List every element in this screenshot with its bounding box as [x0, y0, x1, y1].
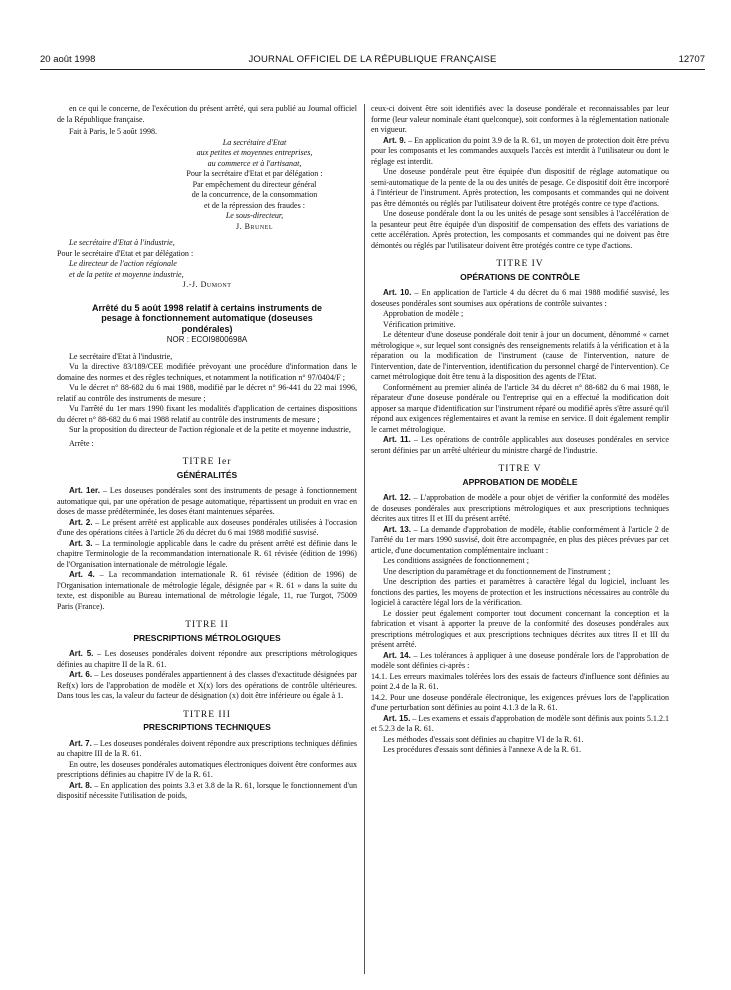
- article-3: [57, 539, 357, 571]
- visa: Sur la proposition du directeur de l'action régionale et de la petite et moyenne industrie,: [69, 425, 351, 434]
- titre-5-name: APPROBATION DE MODÈLE: [462, 476, 578, 487]
- article-label: Art. 8.: [69, 780, 93, 790]
- titre-4: TITRE IV: [496, 259, 544, 269]
- article-12: [371, 493, 669, 525]
- titre-3-name: PRESCRIPTIONS TECHNIQUES: [143, 722, 271, 732]
- article-text: – Les doseuses pondérales appartiennent à des classes d'exactitude désignées par Ref(x) lors de l'approbation de modèle et X(x) lors des opérations de contrôle ultérieures. Dans tous les cas, la valeur du facteur de désignation (x) doit être inférieure ou égale à 1.: [57, 670, 357, 700]
- article-label: Art. 9.: [383, 135, 406, 145]
- sig2-director: et de la petite et moyenne industrie,: [69, 269, 184, 279]
- header-rule: [40, 69, 705, 70]
- article-13-item: Une description du paramétrage et du fonctionnement de l'instrument ;: [383, 566, 611, 576]
- article-13-item: Une description des parties et paramètres à caractère légal du logiciel, incluant les fonctions des parties, les moyens de protection et les instructions nécessaires au contrôle du logiciel à caractère légal lors de la vérification.: [371, 577, 669, 607]
- article-text: – En application de l'article 4 du décret du 6 mai 1988 modifié susvisé, les doseuses pondérales sont soumises aux opérations de contrôle suivantes :: [371, 288, 669, 308]
- header-date: 20 août 1998: [40, 54, 96, 65]
- article-text: – Les opérations de contrôle applicables aux doseuses pondérales en service seront définies par un arrêté ultérieur du ministre chargé de l'industrie.: [371, 435, 669, 455]
- sig1b-line: Pour la secrétaire d'Etat et par délégation :: [186, 169, 323, 178]
- visa: Vu le décret n° 88-682 du 6 mai 1988, modifié par le décret n° 96-441 du 22 mai 1996, relatif au contrôle des instruments de mesure ;: [57, 383, 357, 403]
- article-10-item: Approbation de modèle ;: [383, 309, 464, 318]
- nor-reference: NOR : ECOI9800698A: [166, 335, 248, 344]
- article-15-paragraph: Les procédures d'essais sont définies à l'annexe A de la R. 61.: [383, 745, 581, 754]
- titre-3: TITRE III: [183, 709, 231, 720]
- article-9-paragraph: Une doseuse pondérale dont la ou les unités de pesage sont sensibles à l'accélération de la pesanteur peut être équipée d'un dispositif de compensation des effets des variations de cette accélération. Après protection, les composants et commandes qui ne doivent pas être démontés ou réglés par l'utilisateur doivent être protégés contre ce type d'actions.: [371, 209, 669, 250]
- arrete-title: Arrêté du 5 août 1998 relatif à certains instruments de pesage à fonctionnement automatique (doseuses pondérales): [91, 302, 323, 334]
- article-label: Art. 10.: [383, 288, 412, 297]
- sig1-line: aux petites et moyennes entreprises,: [196, 148, 313, 157]
- page-header: [40, 54, 705, 68]
- article-label: Art. 13.: [383, 524, 411, 534]
- article-11: [371, 435, 669, 456]
- article-text: – Les doseuses pondérales doivent répondre aux prescriptions métrologiques définies au chapitre II de la R. 61.: [57, 649, 358, 669]
- article-label: Art. 1er.: [69, 486, 100, 495]
- article-label: Art. 4.: [69, 570, 95, 579]
- article-6: [57, 670, 357, 702]
- titre-5: TITRE V: [498, 464, 542, 474]
- article-14-point: 14.2. Pour une doseuse pondérale électronique, les exigences prévues lors de l'application d'une perturbation sont définies au point 4.1.3 de la R. 61.: [371, 692, 669, 712]
- sig2-director: Le directeur de l'action régionale: [69, 259, 177, 268]
- article-4: [57, 570, 357, 612]
- sig2-delegation: Pour le secrétaire d'Etat et par délégation :: [57, 248, 194, 258]
- article-text: – Les examens et essais d'approbation de modèle sont définis aux points 5.1.2.1 et 5.2.3 de la R. 61.: [371, 713, 670, 733]
- article-text: – La recommandation internationale R. 61 révisée (édition de 1996) de l'Organisation internationale de métrologie légale, désignée par « R. 61 » dans la suite du texte, est disponible au Bureau international de métrologie légale, 11, rue Turgot, 75009 Paris (France).: [57, 570, 357, 611]
- article-7-paragraph: En outre, les doseuses pondérales automatiques électroniques doivent être conformes aux prescriptions définies au chapitre IV de la R. 61.: [57, 759, 357, 779]
- article-9: [371, 136, 669, 168]
- titre-1-name: GÉNÉRALITÉS: [176, 469, 238, 480]
- article-1: [57, 486, 357, 518]
- article-7: [57, 739, 357, 760]
- sig2-role: Le secrétaire d'Etat à l'industrie,: [69, 238, 175, 247]
- article-10: [371, 288, 669, 309]
- visa: Le secrétaire d'Etat à l'industrie,: [69, 351, 173, 361]
- visa: Vu l'arrêté du 1er mars 1990 fixant les modalités d'application de certaines dispositions du décret n° 88-682 du 6 mai 1988 relatif au contrôle des instruments de mesure ;: [57, 404, 357, 424]
- titre-1: TITRE Ier: [182, 457, 232, 467]
- article-2: [57, 518, 357, 539]
- article-label: Art. 14.: [383, 650, 411, 660]
- titre-4-name: OPÉRATIONS DE CONTRÔLE: [460, 271, 580, 282]
- article-9-paragraph: Une doseuse pondérale peut être équipée d'un dispositif de réglage automatique ou semi-automatique de la pente de la ou des unités de pesage. Ce dispositif doit être incorporé à l'intérieur de l'instrument. Après protection, les composants et commandes qui ne doivent pas être démontés ou réglés par l'utilisateur doivent être protégés contre ce type d'actions.: [371, 167, 669, 208]
- article-15: [371, 714, 669, 735]
- sig1b-line: et de la répression des fraudes :: [204, 200, 305, 210]
- article-text: – En application du point 3.9 de la R. 61, un moyen de protection doit être prévu pour les composants et les commandes auxquels l'accès est interdit à l'utilisateur ou dont le réglage est interdit.: [371, 135, 669, 166]
- article-10-paragraph: Le détenteur d'une doseuse pondérale doit tenir à jour un document, dénommé « carnet métrologique », sur lequel sont consignés des renseignements relatifs à la vérification et à la réparation ou la modification de l'instrument (cause de l'intervention, nature de l'intervention, date de l'intervention, identification du personnel chargé de l'intervention). Ce carnet métrologique doit être tenu à la disposition des agents de l'Etat.: [371, 330, 669, 381]
- article-text: – La terminologie applicable dans le cadre du présent arrêté est définie dans le chapitre Terminologie de la recommandation internationale R. 61 révisée (édition de 1996) de l'Organisation internationale de métrologie légale.: [57, 538, 358, 569]
- sig1b-line: Par empêchement du directeur général: [192, 179, 317, 189]
- column-divider: [364, 104, 365, 974]
- article-text: – Le présent arrêté est applicable aux doseuses pondérales utilisées à l'occasion d'une des opérations citées à l'article 26 du décret du 6 mai 1988 modifié susvisé.: [57, 517, 357, 537]
- article-text: – Les doseuses pondérales doivent répondre aux prescriptions techniques définies au chapitre III de la R. 61.: [57, 738, 357, 758]
- signature-block-1: [57, 138, 357, 233]
- right-column: [371, 104, 669, 756]
- fait-a-paris: Fait à Paris, le 5 août 1998.: [69, 127, 158, 136]
- article-10-item: Vérification primitive.: [383, 319, 456, 329]
- article-text: – En application des points 3.3 et 3.8 de la R. 61, lorsque le fonctionnement d'un dispositif nécessite l'utilisation de poids,: [57, 780, 357, 800]
- article-text: – Les doseuses pondérales sont des instruments de pesage à fonctionnement automatique qui, par une opération de pesage automatique, répartissent un produit en vrac en doses de masse prédéterminée, les doses étant maintenues séparées.: [57, 486, 357, 516]
- sig1b-line: de la concurrence, de la consommation: [191, 190, 318, 199]
- sig1-line: La secrétaire d'Etat: [222, 137, 287, 147]
- sig1-line: au commerce et à l'artisanat,: [207, 158, 302, 168]
- article-14: [371, 651, 669, 672]
- article-label: Art. 12.: [383, 493, 411, 502]
- sig1-name: J. Brunel: [235, 221, 274, 231]
- article-label: Art. 2.: [69, 517, 93, 527]
- article-10-paragraph: Conformément au premier alinéa de l'article 34 du décret n° 88-682 du 6 mai 1988, le réparateur d'une doseuse pondérale ou l'entreprise qui en a effectué la modification doit apposer sa marque d'identification sur l'instrument réparé ou modifié après s'être assuré qu'il répond aux exigences réglementaires et avant la remise en service. Il doit également remplir le carnet métrologique.: [371, 382, 669, 434]
- article-5: [57, 649, 357, 670]
- titre-2: TITRE II: [185, 620, 229, 630]
- article-13-paragraph: Le dossier peut également comporter tout document concernant la conception et la fabrication et visant à apporter la preuve de la conformité des doseuses pondérales aux prescriptions métrologiques et aux prescriptions techniques décrites aux titres II et III du présent arrêté.: [371, 608, 669, 649]
- intro-paragraph: en ce qui le concerne, de l'exécution du présent arrêté, qui sera publié au Journal officiel de la République française.: [57, 104, 357, 124]
- article-label: Art. 6.: [69, 670, 93, 679]
- titre-2-name: PRESCRIPTIONS MÉTROLOGIQUES: [133, 632, 281, 643]
- sig2-name: J.-J. Dumont: [182, 280, 232, 289]
- article-8: [57, 781, 357, 802]
- article-13: [371, 525, 669, 557]
- left-column: [57, 104, 357, 802]
- article-15-paragraph: Les méthodes d'essais sont définies au chapitre VI de la R. 61.: [383, 734, 584, 744]
- article-text: – L'approbation de modèle a pour objet de vérifier la conformité des modèles de doseuses pondérales aux prescriptions métrologiques et aux prescriptions techniques décrites aux titres II et III du présent arrêté.: [371, 493, 670, 523]
- visa: Vu la directive 83/189/CEE modifiée prévoyant une procédure d'information dans le domaine des normes et des règles techniques, et notamment la notification n° 97/0404/F ;: [57, 362, 357, 382]
- article-14-point: 14.1. Les erreurs maximales tolérées lors des essais de facteurs d'influence sont définies au point 2.4 de la R. 61.: [371, 671, 669, 691]
- spacer: [57, 291, 357, 303]
- article-label: Art. 15.: [383, 713, 411, 723]
- article-label: Art. 11.: [383, 435, 411, 444]
- article-text: – Les tolérances à appliquer à une doseuse pondérale lors de l'approbation de modèle sont définies ci-après :: [371, 650, 669, 670]
- arrete-word: Arrête :: [69, 438, 94, 448]
- article-label: Art. 7.: [69, 738, 92, 748]
- sig1-role: Le sous-directeur,: [225, 211, 284, 220]
- article-13-item: Les conditions assignées de fonctionnement ;: [383, 556, 529, 565]
- article-label: Art. 5.: [69, 649, 94, 658]
- article-label: Art. 3.: [69, 538, 93, 548]
- continuation-paragraph: ceux-ci doivent être soit identifiés avec la doseuse pondérale et reconnaissables par leur forme (leur valeur nominale étant quelconque), soit conformes à la réglementation nationale en vigueur.: [371, 104, 669, 134]
- header-page-number: 12707: [678, 54, 705, 65]
- article-text: – La demande d'approbation de modèle, établie conformément à l'article 2 de l'arrêté du 1er mars 1990 susvisé, doit être accompagnée, en plus des pièces prévues par cet article, d'une documentation complémentaire incluant :: [371, 524, 669, 555]
- header-journal-title: JOURNAL OFFICIEL DE LA RÉPUBLIQUE FRANÇAISE: [248, 54, 497, 65]
